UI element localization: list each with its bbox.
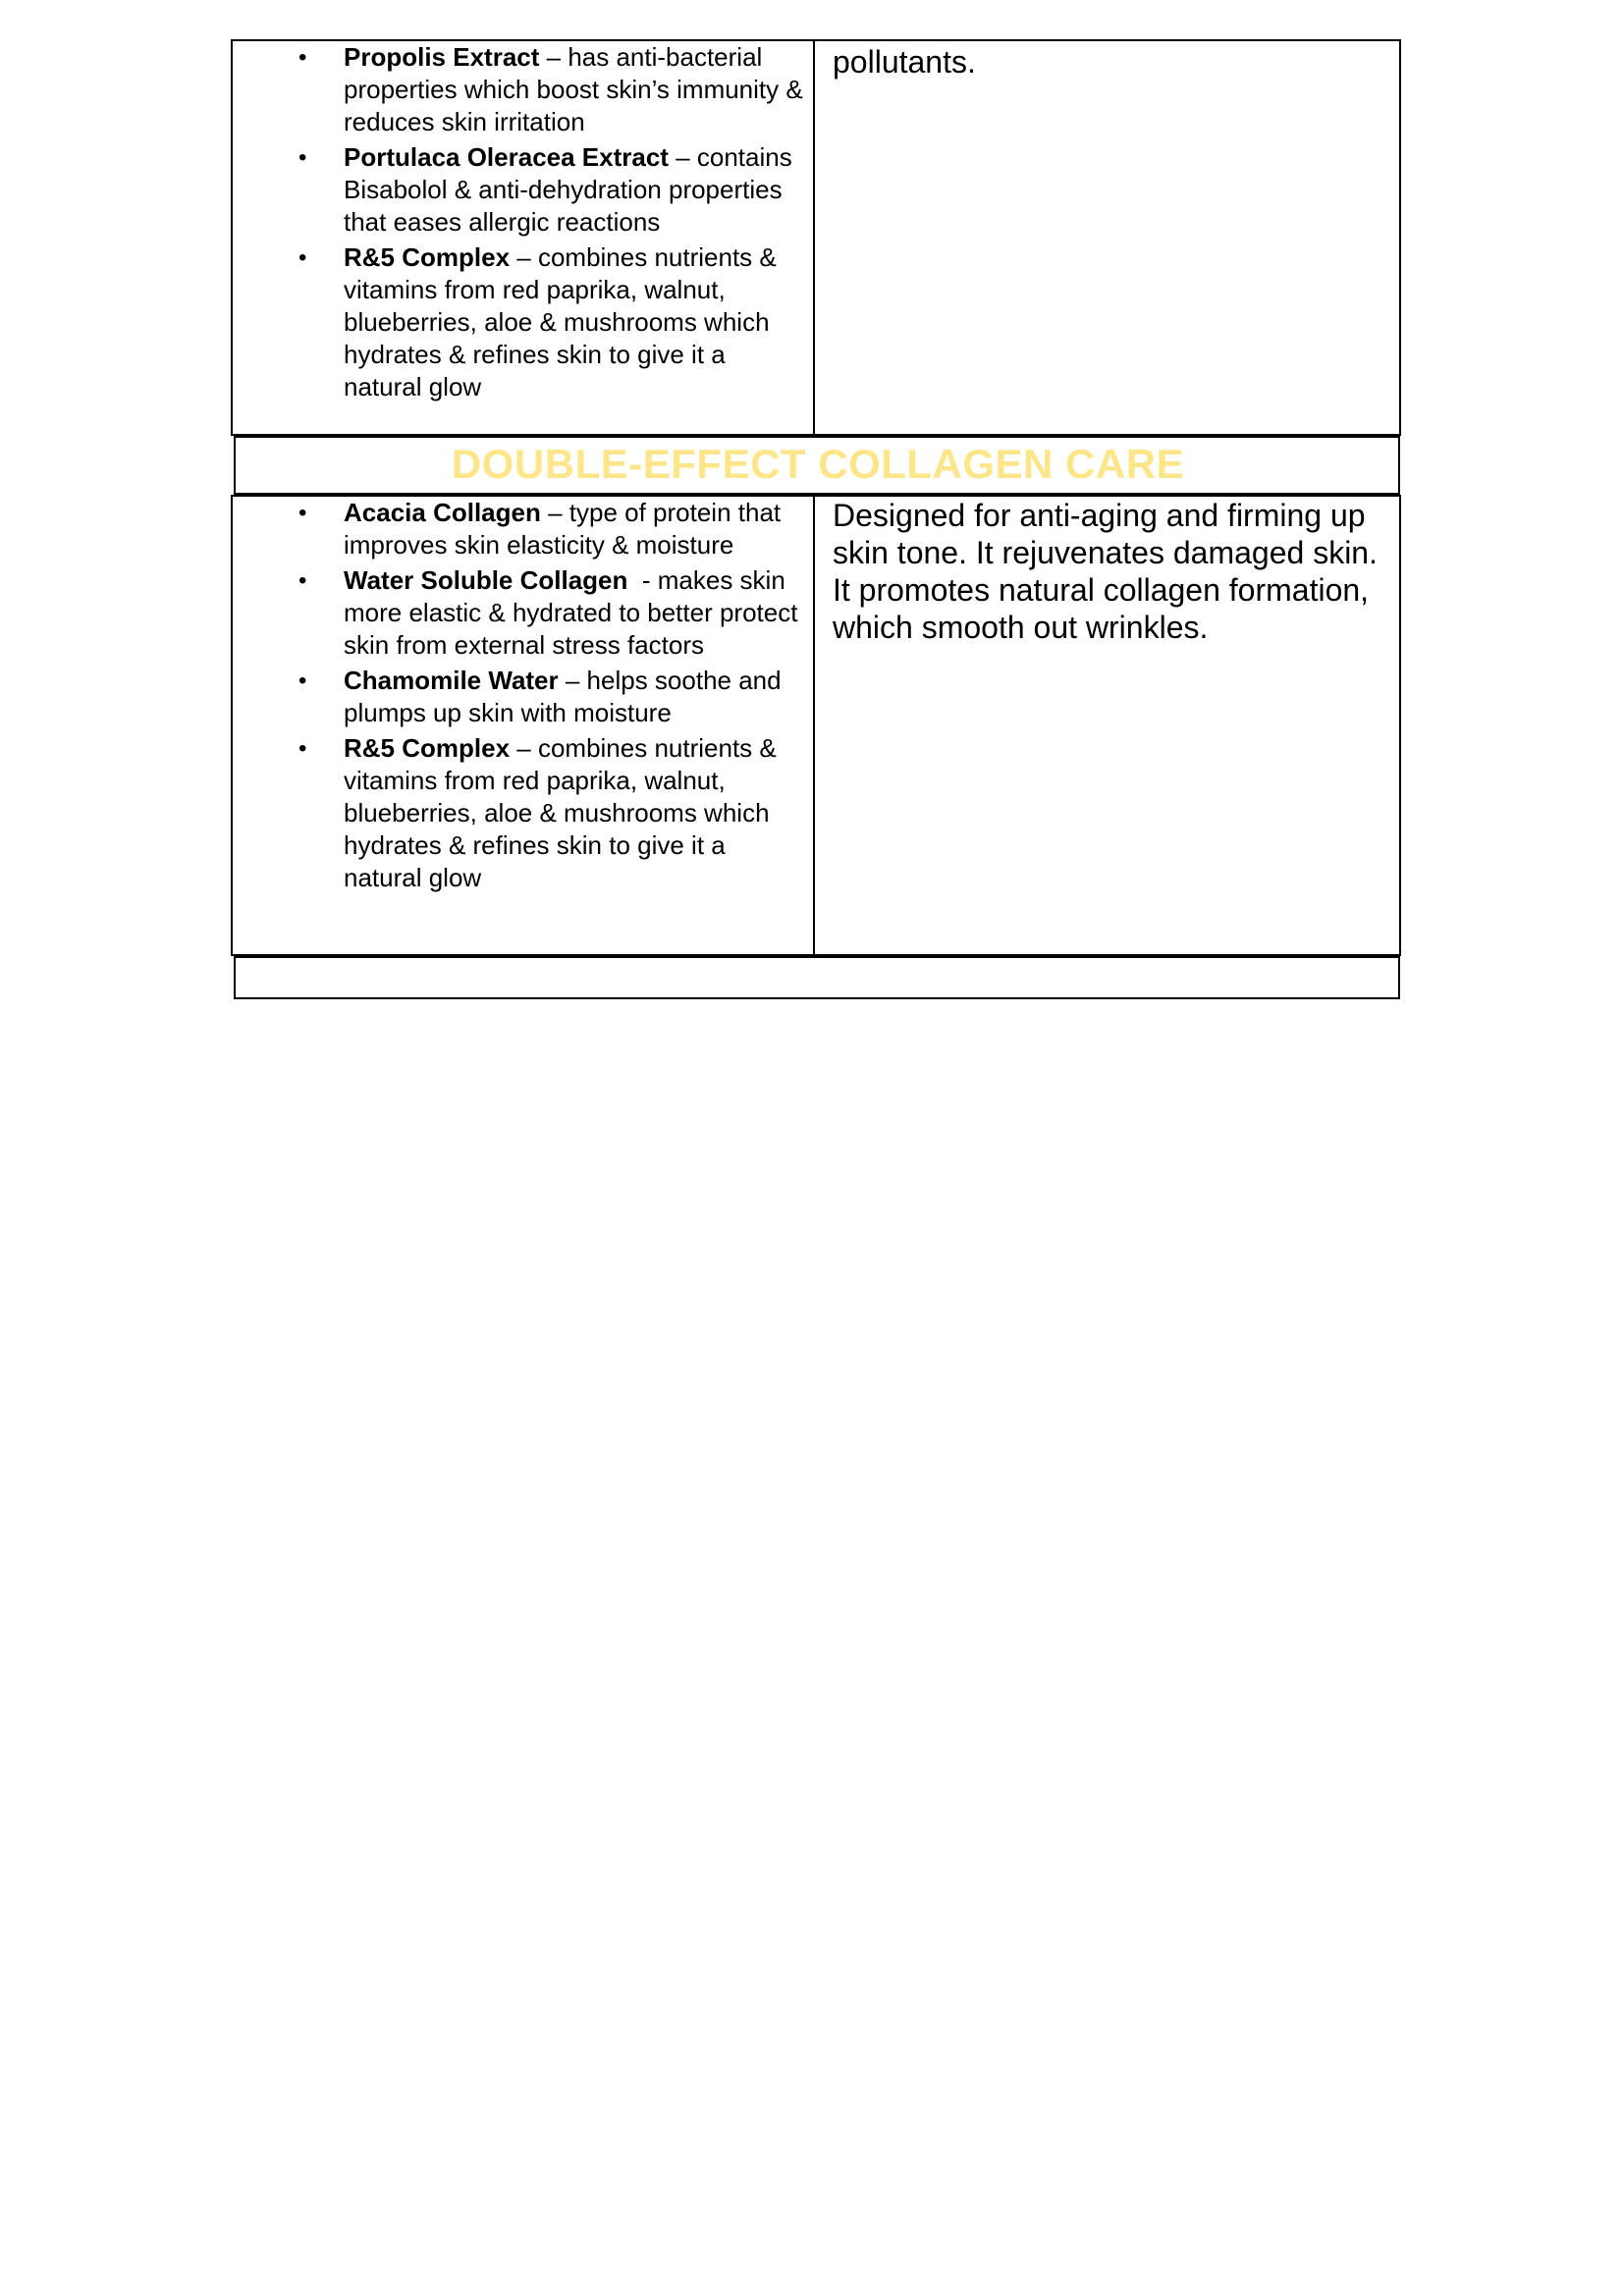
section-heading: DOUBLE-EFFECT COLLAGEN CARE — [451, 441, 1185, 487]
ingredient-item — [298, 41, 805, 138]
ingredient-description: – type of protein that improves skin elasticity & moisture — [344, 498, 782, 560]
ingredient-description: - makes skin more elastic & hydrated to better protect skin from external stress factors — [344, 565, 805, 660]
ingredient-item — [298, 564, 805, 662]
product-description-row-2: Designed for anti-aging and firming up skin tone. It rejuvenates damaged skin. It promotes natural collagen formation, which smooth out wrinkles. — [833, 498, 1378, 645]
ingredient-name: R&5 Complex — [344, 733, 511, 763]
ingredient-name: R&5 Complex — [344, 242, 511, 272]
product-description-row-1: pollutants. — [833, 44, 976, 80]
ingredient-name: Portulaca Oleracea Extract — [344, 142, 669, 172]
ingredient-item — [298, 241, 805, 403]
bullet-icon: • — [298, 500, 307, 526]
ingredient-item — [298, 497, 805, 561]
bullet-icon: • — [298, 144, 307, 171]
bullet-icon: • — [298, 667, 307, 694]
ingredient-list-row-2 — [298, 497, 805, 897]
ingredient-description: – contains Bisabolol & anti-dehydration properties that eases allergic reactions — [344, 142, 792, 237]
column-divider-row-2 — [813, 495, 815, 956]
ingredient-list-row-1 — [298, 41, 805, 406]
ingredient-item — [298, 141, 805, 239]
ingredient-name: Propolis Extract — [344, 42, 540, 72]
bullet-icon: • — [298, 44, 307, 71]
ingredient-item — [298, 665, 805, 729]
ingredient-description: – helps soothe and plumps up skin with moisture — [344, 666, 782, 727]
bullet-icon: • — [298, 735, 307, 762]
column-divider-row-1 — [813, 39, 815, 436]
empty-section-heading — [236, 958, 1398, 997]
ingredient-description: – has anti-bacterial properties which boost skin’s immunity & reduces skin irritation — [344, 42, 803, 136]
bullet-icon: • — [298, 567, 307, 594]
ingredient-name: Acacia Collagen — [344, 498, 541, 527]
ingredient-name: Water Soluble Collagen — [344, 565, 628, 595]
ingredient-description: – combines nutrients & vitamins from red paprika, walnut, blueberries, aloe & mushrooms which hydrates & refines skin to give it a natural glow — [344, 242, 777, 401]
ingredient-name: Chamomile Water — [344, 666, 559, 695]
ingredient-item — [298, 732, 805, 894]
ingredient-description: – combines nutrients & vitamins from red paprika, walnut, blueberries, aloe & mushrooms which hydrates & refines skin to give it a natural glow — [344, 733, 777, 892]
bullet-icon: • — [298, 244, 307, 271]
